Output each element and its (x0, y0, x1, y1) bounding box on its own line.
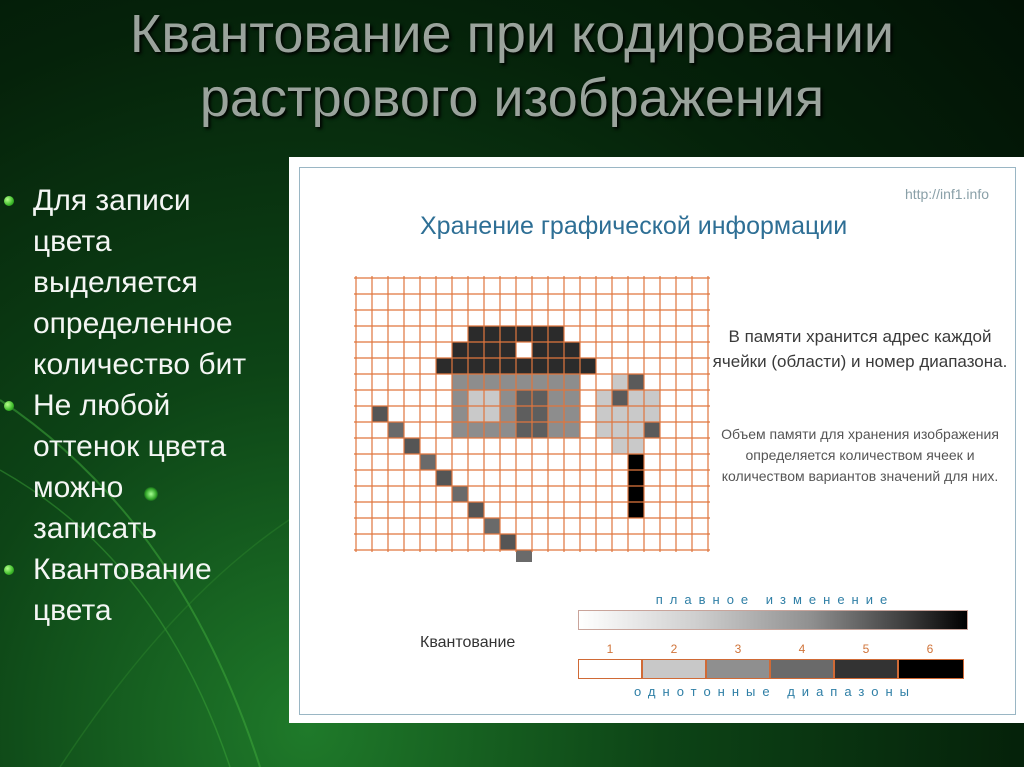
pixel-cell (452, 406, 468, 422)
bullet-line: цвета (33, 594, 112, 627)
pixel-cell (628, 502, 644, 518)
pixel-cell (532, 342, 548, 358)
pixel-cell (500, 358, 516, 374)
tone-bands-label: однотонные диапазоны (633, 684, 916, 699)
pixel-cell (548, 390, 564, 406)
pixel-cell (500, 326, 516, 342)
pixel-grid (354, 276, 710, 567)
bullet-dot-icon (4, 196, 14, 206)
pixel-cell (468, 358, 484, 374)
pixel-cell (580, 358, 596, 374)
pixel-cell (548, 358, 564, 374)
bullet-dot-icon (4, 565, 14, 575)
pixel-cell (612, 422, 628, 438)
pixel-cell (644, 406, 660, 422)
bullet-line: Не любой (33, 389, 171, 422)
pixel-cell (468, 406, 484, 422)
bullet-line: выделяется (33, 266, 198, 299)
pixel-cell (548, 342, 564, 358)
bullet-item (0, 385, 285, 549)
figure-frame (299, 167, 1016, 715)
pixel-cell (564, 358, 580, 374)
pixel-cell (436, 470, 452, 486)
pixel-cell (612, 390, 628, 406)
pixel-cell (436, 358, 452, 374)
pixel-cell (452, 358, 468, 374)
pixel-cell (596, 390, 612, 406)
tone-band (771, 660, 835, 678)
figure-heading: Хранение графической информации (420, 212, 848, 240)
pixel-cell (468, 422, 484, 438)
bullet-list (0, 180, 285, 631)
pixel-cell (484, 374, 500, 390)
band-number: 3 (734, 642, 742, 656)
pixel-cell (548, 422, 564, 438)
pixel-cell (484, 390, 500, 406)
pixel-cell (612, 438, 628, 454)
pixel-cell (532, 374, 548, 390)
pixel-cell (468, 502, 484, 518)
pixel-cell (452, 342, 468, 358)
pixel-cell (500, 422, 516, 438)
slide-title-line1: Квантование при кодировании (129, 4, 895, 64)
pixel-cell (564, 422, 580, 438)
slide-title (0, 2, 1024, 130)
slide-title-line2: растрового изображения (199, 68, 825, 128)
pixel-cell (532, 406, 548, 422)
pixel-cell (452, 390, 468, 406)
pixel-cell (628, 470, 644, 486)
pixel-cell (500, 342, 516, 358)
band-number: 1 (606, 642, 614, 656)
bullet-line: цвета (33, 225, 112, 258)
pixel-cell (596, 406, 612, 422)
tone-band (835, 660, 899, 678)
pixel-cell (644, 422, 660, 438)
pixel-cell (468, 326, 484, 342)
pixel-cell (628, 406, 644, 422)
pixel-cell (564, 406, 580, 422)
smooth-gradient-bar (578, 610, 968, 630)
pixel-cell (532, 422, 548, 438)
pixel-cell (532, 326, 548, 342)
pixel-cell (452, 374, 468, 390)
pixel-cell (564, 342, 580, 358)
pixel-cell (612, 406, 628, 422)
figure-panel (289, 157, 1024, 723)
pixel-cell (516, 422, 532, 438)
quantization-label: Квантование (420, 634, 516, 651)
bullet-dot-icon (4, 401, 14, 411)
pixel-cell (500, 390, 516, 406)
pixel-cell (452, 486, 468, 502)
tone-band-bar (578, 659, 964, 679)
bullet-line: Квантование (33, 553, 212, 586)
pixel-cell (612, 374, 628, 390)
pixel-cell (548, 406, 564, 422)
band-number: 6 (926, 642, 934, 656)
pixel-cell (516, 390, 532, 406)
pixel-cell (628, 454, 644, 470)
pixel-cell (628, 390, 644, 406)
pixel-cell (468, 342, 484, 358)
bullet-line: оттенок цвета (33, 430, 227, 463)
pixel-cell (484, 422, 500, 438)
pixel-cell (388, 422, 404, 438)
smooth-change-label: плавное изменение (655, 592, 895, 607)
pixel-cell (548, 326, 564, 342)
pixel-cell (532, 390, 548, 406)
pixel-cell (548, 374, 564, 390)
site-url: http://inf1.info (904, 186, 989, 202)
pixel-cell (484, 406, 500, 422)
pixel-cell (564, 374, 580, 390)
pixel-cell (516, 406, 532, 422)
bullet-line: Для записи (33, 184, 191, 217)
pixel-cell (516, 374, 532, 390)
pixel-cell (564, 390, 580, 406)
pixel-cell (628, 422, 644, 438)
pixel-cell (468, 374, 484, 390)
tone-band (579, 660, 643, 678)
band-number: 2 (670, 642, 678, 656)
band-number: 4 (798, 642, 806, 656)
pixel-cell (468, 390, 484, 406)
pixel-cell (628, 374, 644, 390)
pixel-cell (452, 422, 468, 438)
pixel-cell (516, 550, 532, 562)
tone-band (707, 660, 771, 678)
pixel-cell (500, 406, 516, 422)
pixel-cell (532, 358, 548, 374)
bullet-item (0, 180, 285, 385)
pixel-grid-svg (354, 276, 710, 562)
bullet-line: определенное (33, 307, 233, 340)
pixel-cell (500, 374, 516, 390)
pixel-cell (404, 438, 420, 454)
glow-dot-icon (144, 487, 158, 501)
bullet-line: записать (33, 512, 157, 545)
pixel-cell (484, 518, 500, 534)
pixel-cell (596, 422, 612, 438)
volume-description: Объем памяти для хранения изображения определяется количеством ячеек и количеством вариантов значений для них. (721, 426, 999, 484)
pixel-cell (628, 486, 644, 502)
tone-band (643, 660, 707, 678)
pixel-cell (500, 534, 516, 550)
memory-description: В памяти хранится адрес каждой ячейки (области) и номер диапазона. (712, 327, 1008, 371)
tone-band (899, 660, 963, 678)
pixel-cell (516, 358, 532, 374)
bullet-item (0, 549, 285, 631)
pixel-cell (644, 390, 660, 406)
pixel-cell (628, 438, 644, 454)
pixel-cell (420, 454, 436, 470)
bullet-line: количество бит (33, 348, 247, 381)
bullet-line: можно (33, 471, 124, 504)
pixel-cell (484, 358, 500, 374)
pixel-cell (372, 406, 388, 422)
band-number: 5 (862, 642, 870, 656)
pixel-cell (484, 326, 500, 342)
pixel-cell (516, 326, 532, 342)
pixel-cell (484, 342, 500, 358)
